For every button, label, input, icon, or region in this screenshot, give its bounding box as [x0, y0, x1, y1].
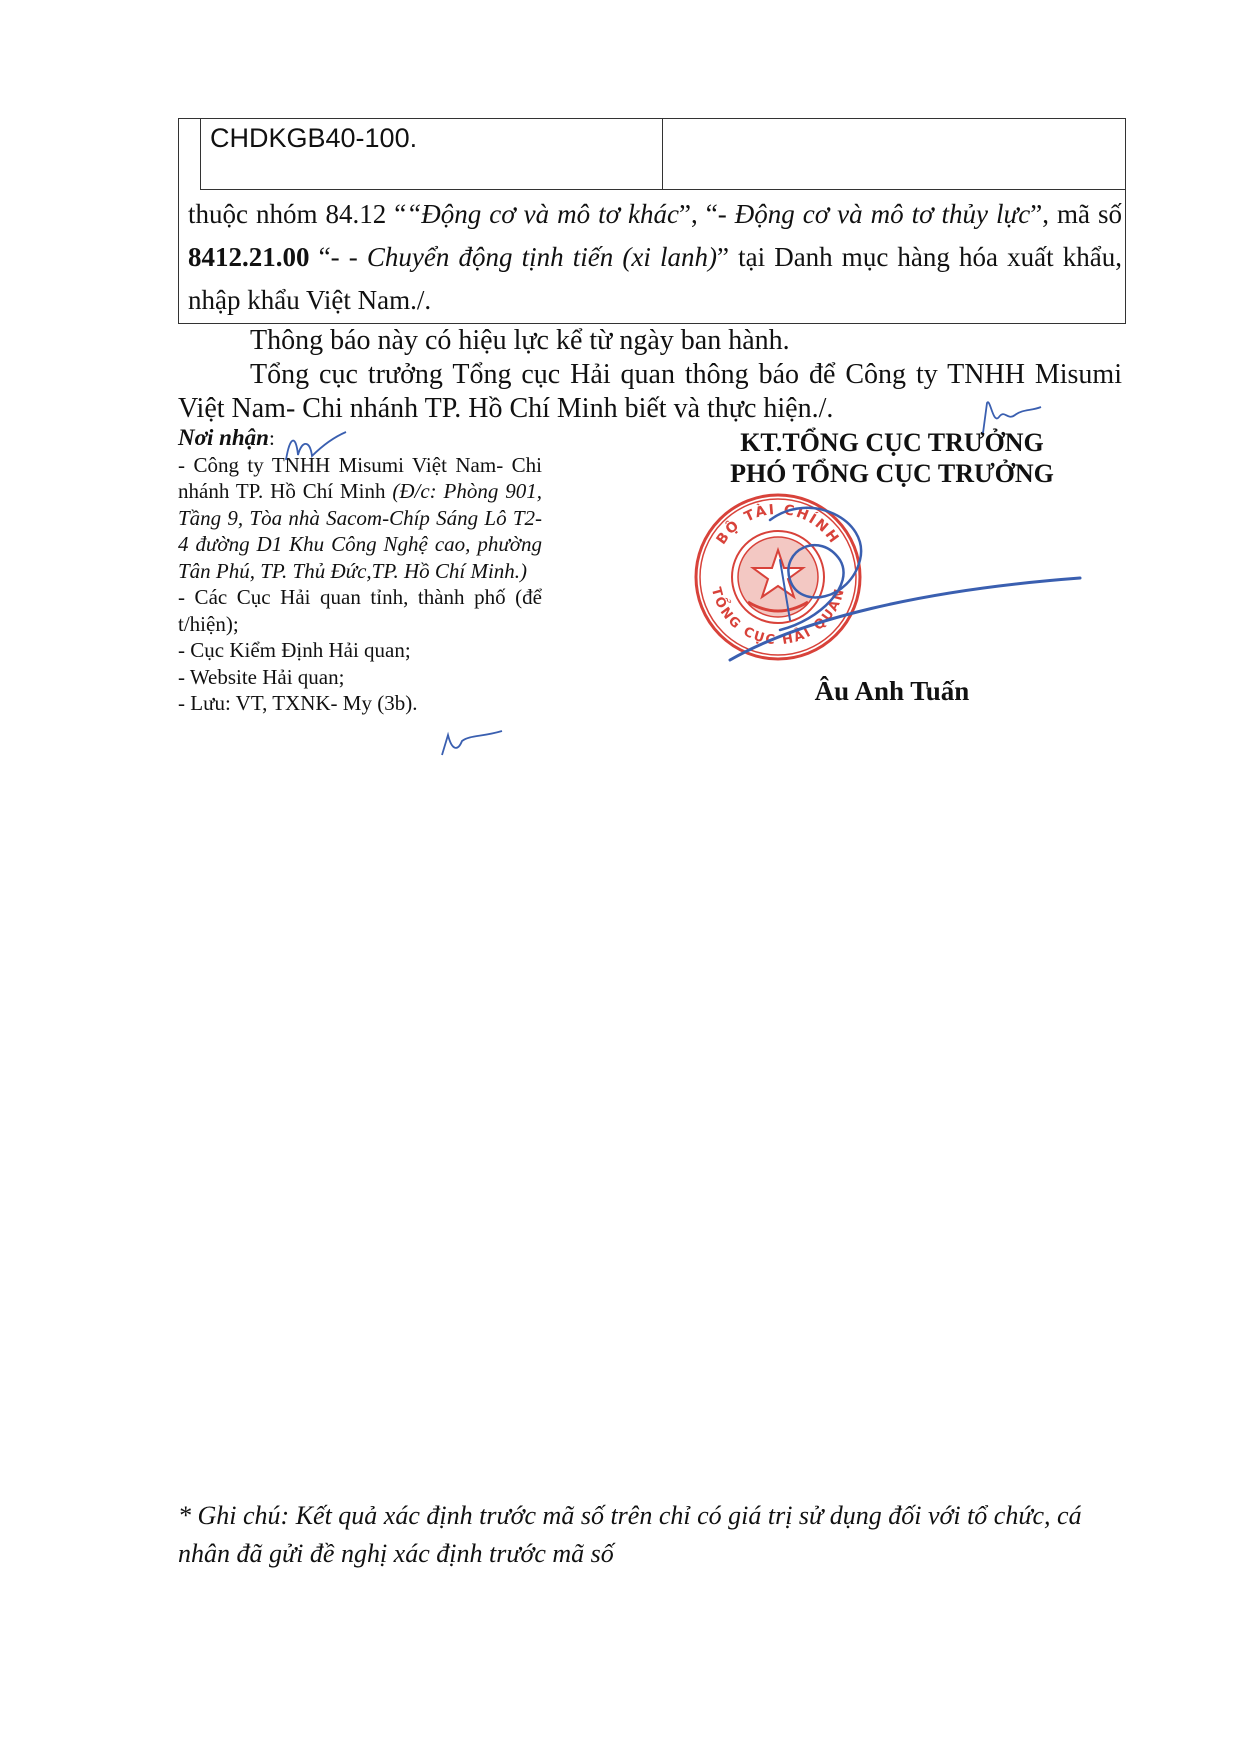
recipients-block: [178, 425, 542, 717]
notice-statement: Tổng cục trưởng Tổng cục Hải quan thông báo để Công ty TNHH Misumi Việt Nam- Chi nhánh TP. Hồ Chí Minh biết và thực hiện./.: [178, 359, 1122, 424]
initial-mark-icon: [438, 723, 508, 763]
recipient-text: - Các Cục Hải quan tỉnh, thành phố (để t/hiện);: [178, 585, 542, 636]
product-code-cell: CHDKGB40-100.: [210, 123, 418, 153]
signature-role-line1: KT.TỔNG CỤC TRƯỞNG: [740, 428, 1044, 457]
heading-description: “Động cơ và mô tơ khác: [406, 199, 680, 229]
table-column-divider: [662, 118, 663, 190]
effective-date-statement: Thông báo này có hiệu lực kể từ ngày ban hành.: [250, 325, 790, 356]
classification-part4: ” tại Danh mục hàng hóa xuất khẩu, nhập khẩu Việt Nam./.: [188, 242, 1123, 315]
footnote: * Ghi chú: Kết quả xác định trước mã số trên chỉ có giá trị sử dụng đối với tổ chức, cá nhân đã gửi đề nghị xác định trước mã số: [178, 1501, 1082, 1568]
recipient-text: - Cục Kiểm Định Hải quan;: [178, 638, 411, 662]
classification-text: [188, 193, 1122, 322]
recipient-item: [178, 637, 542, 664]
recipient-item: [178, 452, 542, 585]
recipients-heading-colon: :: [268, 426, 275, 450]
classification-part3: “: [309, 242, 331, 272]
signer-name: Âu Anh Tuấn: [814, 676, 970, 706]
recipient-address: (Đ/c: Phòng 901, Tầng 9, Tòa nhà Sacom-Chíp Sáng Lô T2-4 đường D1 Khu Công Nghệ cao, phường Tân Phú, TP. Thủ Đức,TP. Hồ Chí Minh.): [178, 479, 542, 583]
handwritten-signature: [720, 500, 1090, 680]
classification-part1: thuộc nhóm 84.12 “: [188, 199, 407, 229]
signature-role-line2: PHÓ TỔNG CỤC TRƯỞNG: [730, 459, 1054, 488]
recipients-heading-label: Nơi nhận: [178, 425, 269, 450]
initial-mark-icon: [280, 430, 350, 470]
recipients-heading: [178, 425, 542, 452]
recipient-text: - Công ty TNHH Misumi Việt Nam- Chi nhánh TP. Hồ Chí Minh: [178, 452, 542, 503]
recipient-item: [178, 690, 542, 717]
subheading-description: - Động cơ và mô tơ thủy lực: [717, 199, 1031, 229]
code-description: - - Chuyển động tịnh tiến (xi lanh): [330, 242, 717, 272]
recipients-list: [178, 452, 542, 717]
classification-sep1: ”, “: [679, 199, 718, 229]
hs-code: 8412.21.00: [188, 242, 310, 272]
recipient-item: [178, 584, 542, 637]
classification-part2: ”, mã số: [1030, 199, 1122, 229]
seal-top-text: BỘ TÀI CHÍNH: [713, 501, 843, 548]
recipient-text: - Lưu: VT, TXNK- My (3b).: [178, 691, 418, 715]
recipient-text: - Website Hải quan;: [178, 664, 345, 689]
recipient-item: [178, 664, 542, 691]
initial-mark-icon: [975, 395, 1045, 435]
seal-bottom-text: TỔNG CỤC HẢI QUAN: [707, 585, 849, 649]
